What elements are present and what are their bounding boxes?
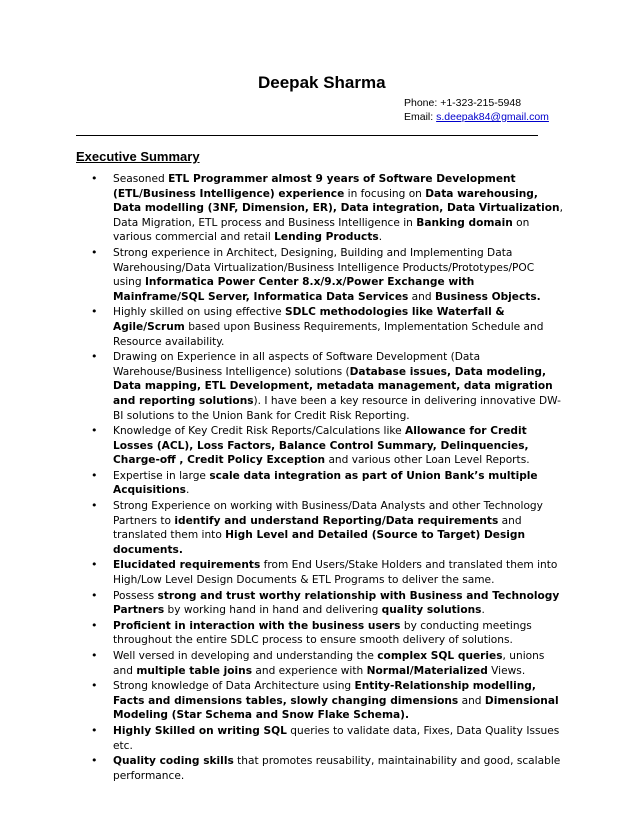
bullet-bold-text: multiple table joins [136, 664, 252, 677]
bullet-bold-text: Informatica Power Center 8.x/9.x/Power Exchange with Mainframe/SQL Server, Informatica Data Services [113, 276, 475, 303]
bullet-text: Well versed in developing and understanding the [113, 650, 378, 662]
bullet-text: Highly skilled on using effective [113, 306, 285, 319]
bullet-text: , unions and [113, 650, 545, 677]
phone-number: +1-323-215-5948 [440, 97, 522, 109]
bullet-bold-text: Entity-Relationship modelling, Facts and dimensions tables, slowly changing dimensions [113, 680, 536, 707]
bullet-bold-text: Allowance for Credit Losses (ACL), Loss Factors, Balance Control Summary, Delinquencies, Charge-off , Credit Policy Exception [113, 425, 529, 467]
bullet-bold-text: SDLC methodologies like Waterfall & Agile/Scrum [113, 306, 505, 333]
bullet-text: Knowledge of Key Credit Risk Reports/Calculations like [113, 425, 406, 438]
section-title: Executive Summary [76, 149, 200, 164]
summary-bullet [113, 619, 565, 648]
summary-bullet [113, 649, 565, 678]
bullet-bold-text: ETL Programmer almost 9 years of Software Development (ETL/Business Intelligence) experience [113, 173, 516, 200]
bullet-text: Strong Experience on working with Business/Data Analysts and other Technology Partners to [113, 500, 543, 527]
summary-bullet [113, 724, 565, 753]
email-link[interactable]: s.deepak84@gmail.com [436, 111, 549, 123]
bullet-bold-text: strong and trust worthy relationship with Business and Technology Partners [113, 589, 560, 617]
bullet-bold-text: Business Objects. [434, 290, 541, 303]
bullet-bold-text: Lending Products [274, 231, 379, 244]
email-line [404, 110, 549, 124]
bullet-text: on various commercial and retail [113, 216, 530, 244]
bullet-bold-text: Highly Skilled on writing SQL [113, 724, 287, 737]
bullet-text: from End Users/Stake Holders and translated them into High/Low Level Design Documents & ETL Programs to deliver the same. [113, 559, 558, 587]
phone-label: Phone: [404, 97, 438, 109]
bullet-text: queries to validate data, Fixes, Data Quality Issues etc. [113, 724, 560, 752]
bullet-text: Expertise in large [113, 469, 210, 482]
summary-bullet [113, 246, 565, 304]
bullet-bold-text: Normal/Materialized [366, 664, 488, 677]
bullet-bold-text: Data warehousing, Data modelling (3NF, Dimension, ER), Data integration, Data Virtualization [113, 187, 560, 215]
bullet-text: and experience with [252, 664, 367, 677]
bullet-bold-text: Banking domain [416, 216, 513, 229]
bullet-text: by conducting meetings throughout the entire SDLC process to ensure smooth delivery of solutions. [113, 619, 532, 647]
bullet-text: and [408, 290, 435, 303]
summary-bullet [113, 424, 565, 468]
summary-bullet [113, 350, 565, 423]
bullet-text: , Data Migration, ETL process and Business Intelligence in [113, 202, 563, 229]
bullet-text: . [378, 231, 383, 244]
bullet-text: Strong knowledge of Data Architecture using [113, 680, 355, 693]
bullet-text: . [186, 484, 190, 497]
bullet-text: Seasoned [113, 173, 169, 185]
contact-block [404, 96, 549, 124]
bullet-bold-text: Quality coding skills [113, 755, 234, 768]
bullet-text: that promotes reusability, maintainability and good, scalable performance. [113, 755, 561, 782]
bullet-bold-text: complex SQL queries [377, 650, 503, 662]
bullet-bold-text: Database issues, Data modeling, Data mapping, ETL Development, metadata management, data migration and reporting solutions [113, 365, 553, 407]
bullet-bold-text: High Level and Detailed (Source to Target) Design documents. [113, 529, 526, 556]
bullet-text: ). I have been a key resource in delivering innovative DW-BI solutions to the Union Bank for Credit Risk Reporting. [113, 394, 562, 422]
bullet-text: by working hand in hand and delivering [164, 604, 382, 617]
candidate-name: Deepak Sharma [258, 73, 386, 92]
bullet-bold-text: Dimensional Modeling (Star Schema and Snow Flake Schema). [113, 694, 559, 722]
header-divider [76, 135, 538, 136]
bullet-text: and [458, 694, 485, 707]
bullet-bold-text: quality solutions [381, 604, 482, 617]
bullet-text: and various other Loan Level Reports. [325, 454, 530, 467]
summary-bullet [113, 499, 565, 557]
summary-bullet [113, 469, 565, 498]
bullet-bold-text: scale data integration as part of Union Bank’s multiple Acquisitions [113, 469, 538, 497]
bullet-text: . [481, 604, 485, 617]
bullet-bold-text: identify and understand Reporting/Data requirements [174, 514, 499, 527]
summary-list [113, 172, 565, 784]
summary-bullet [113, 172, 565, 245]
bullet-text: Strong experience in Architect, Designing, Building and Implementing Data Warehousing/Data Virtualization/Business Intelligence Products/Prototypes/POC using [113, 246, 535, 289]
bullet-text: and translated them into [113, 514, 522, 542]
summary-bullet [113, 305, 565, 349]
summary-bullet [113, 589, 565, 618]
bullet-text: Views. [487, 664, 526, 677]
summary-bullet [113, 679, 565, 723]
bullet-text: Possess [113, 589, 158, 602]
summary-bullet [113, 754, 565, 783]
bullet-bold-text: Proficient in interaction with the business users [113, 619, 401, 632]
summary-bullet [113, 558, 565, 587]
bullet-text: in focusing on [344, 187, 426, 200]
bullet-text: Drawing on Experience in all aspects of Software Development (Data Warehouse/Business Intelligence) solutions ( [113, 351, 481, 378]
phone-line [404, 96, 549, 110]
email-label: Email: [404, 111, 434, 123]
bullet-text: based upon Business Requirements, Implementation Schedule and Resource availability. [113, 320, 544, 348]
bullet-bold-text: Elucidated requirements [113, 559, 261, 572]
